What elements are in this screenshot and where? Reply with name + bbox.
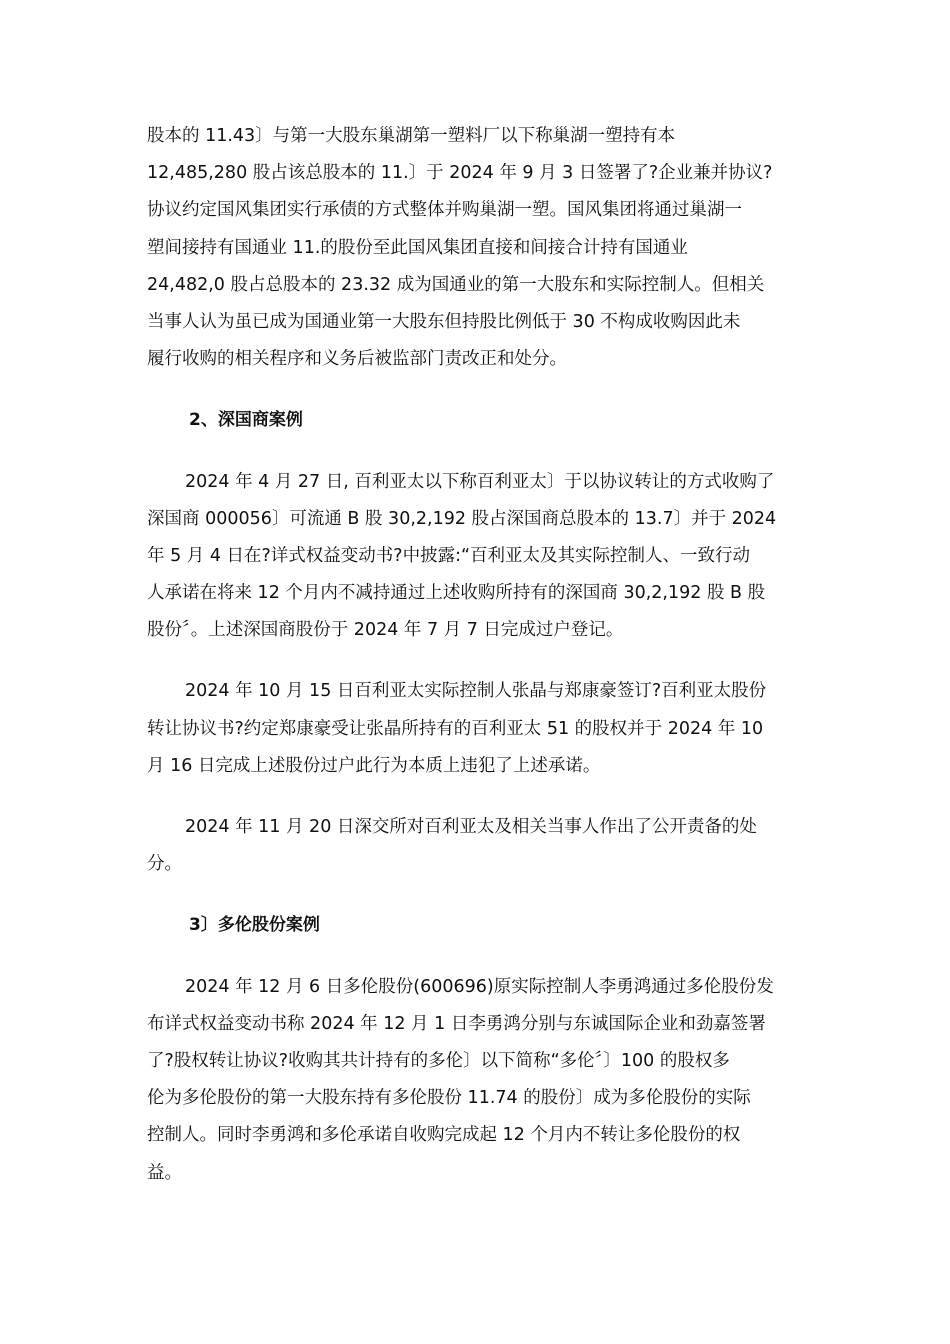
text-line: 益。 bbox=[147, 1162, 182, 1183]
text-line: 月 16 日完成上述股份过户此行为本质上违犯了上述承诺。 bbox=[147, 755, 601, 776]
text-line: 股本的 11.43〕与第一大股东巢湖第一塑料厂以下称巢湖一塑持有本 bbox=[147, 126, 676, 146]
text-line: 转让协议书?约定郑康豪受让张晶所持有的百利亚太 51 的股权并于 2024 年 10 bbox=[147, 718, 764, 739]
paragraph-gap bbox=[147, 378, 803, 402]
text-line: 布详式权益变动书称 2024 年 12 月 1 日李勇鸿分别与东诚国际企业和劲嘉签署 bbox=[147, 1013, 766, 1034]
paragraph-gap bbox=[147, 440, 803, 464]
text-line: 12,485,280 股占该总股本的 11.〕于 2024 年 9 月 3 日签署了?企业兼并协议? bbox=[147, 163, 773, 184]
document-body bbox=[147, 118, 803, 1192]
paragraph-shenguoshang-acquisition bbox=[147, 464, 803, 650]
text-line: 2024 年 11 月 20 日深交所对百利亚太及相关当事人作出了公开责备的处 bbox=[185, 817, 757, 837]
section-heading-duolun: 3〕多伦股份案例 bbox=[189, 915, 320, 936]
text-line: 年 5 月 4 日在?详式权益变动书?中披露:“百利亚太及其实际控制人、一致行动 bbox=[147, 545, 751, 566]
text-line: 协议约定国风集团实行承债的方式整体并购巢湖一塑。国风集团将通过巢湖一 bbox=[147, 200, 742, 221]
text-line: 2024 年 4 月 27 日, 百利亚太以下称百利亚太〕于以协议转让的方式收购了 bbox=[185, 471, 775, 492]
paragraph-gap bbox=[147, 945, 803, 969]
text-line: 当事人认为虽已成为国通业第一大股东但持股比例低于 30 不构成收购因此未 bbox=[147, 311, 741, 332]
text-line: 股份〞。上述深国商股份于 2024 年 7 月 7 日完成过户登记。 bbox=[147, 620, 624, 641]
text-line: 伦为多伦股份的第一大股东持有多伦股份 11.74 的股份〕成为多伦股份的实际 bbox=[147, 1088, 751, 1109]
paragraph-gap bbox=[147, 883, 803, 907]
text-line: 2024 年 12 月 6 日多伦股份(600696)原实际控制人李勇鸿通过多伦股份发 bbox=[185, 976, 774, 997]
text-line: 了?股权转让协议?收购其共计持有的多伦〕以下简称“多伦〞〕100 的股权多 bbox=[147, 1050, 730, 1071]
paragraph-shenguoshang-transfer bbox=[147, 673, 803, 785]
text-line: 分。 bbox=[147, 854, 182, 875]
paragraph-duolun-case bbox=[147, 969, 803, 1192]
paragraph-guotongye-case-continued bbox=[147, 118, 803, 378]
text-line: 塑间接持有国通业 11.的股份至此国风集团直接和间接合计持有国通业 bbox=[147, 237, 688, 258]
text-line: 24,482,0 股占总股本的 23.32 成为国通业的第一大股东和实际控制人。但相关 bbox=[147, 274, 765, 295]
paragraph-gap bbox=[147, 785, 803, 809]
text-line: 深国商 000056〕可流通 B 股 30,2,192 股占深国商总股本的 13.7〕并于 2024 bbox=[147, 508, 777, 529]
text-line: 2024 年 10 月 15 日百利亚太实际控制人张晶与郑康豪签订?百利亚太股份 bbox=[185, 681, 767, 702]
text-line: 人承诺在将来 12 个月内不减持通过上述收购所持有的深国商 30,2,192 股 B 股 bbox=[147, 583, 766, 604]
text-line: 履行收购的相关程序和义务后被监部门责改正和处分。 bbox=[147, 349, 567, 370]
paragraph-shenguoshang-penalty bbox=[147, 809, 803, 883]
text-line: 控制人。同时李勇鸿和多伦承诺自收购完成起 12 个月内不转让多伦股份的权 bbox=[147, 1125, 741, 1146]
paragraph-gap bbox=[147, 649, 803, 673]
section-heading-shenguoshang: 2、深国商案例 bbox=[189, 410, 303, 431]
